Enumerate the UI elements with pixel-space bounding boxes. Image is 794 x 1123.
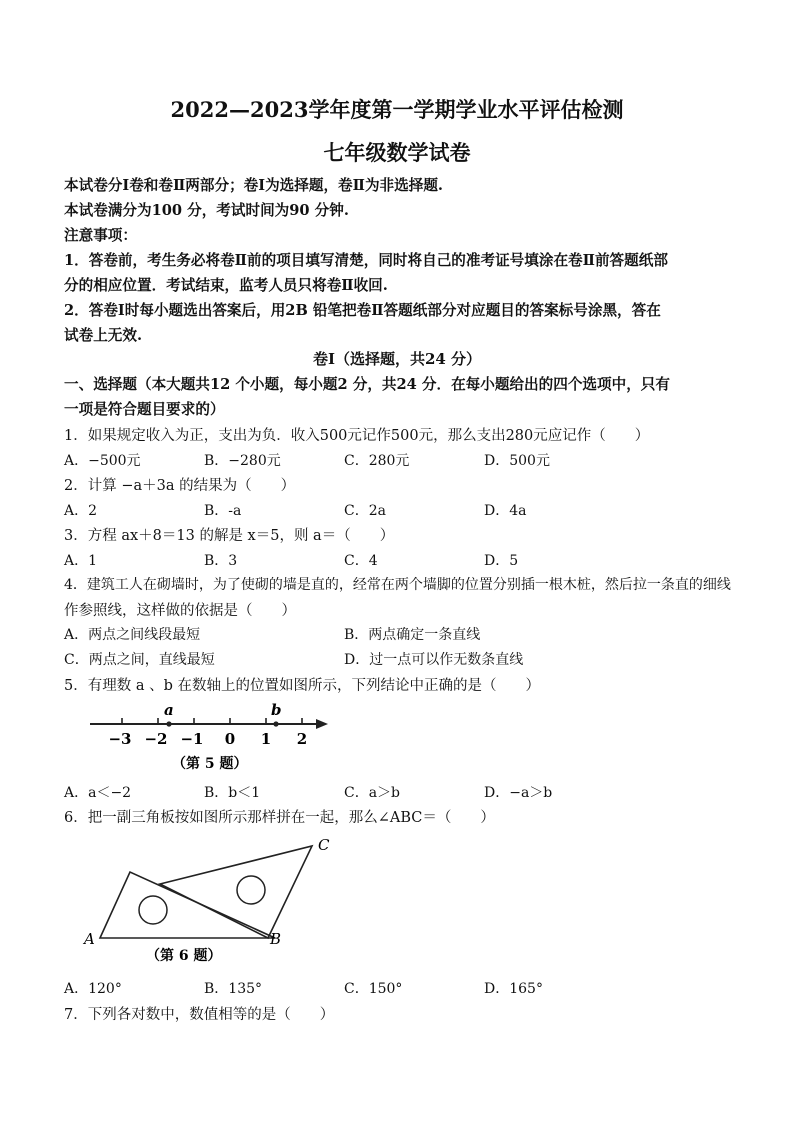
triangle-right bbox=[160, 846, 312, 938]
tick-label-2: 2 bbox=[296, 730, 308, 748]
q3-option-d: D．5 bbox=[484, 553, 519, 569]
question-5-stem: 5．有理数 a 、b 在数轴上的位置如图所示，下列结论中正确的是（ ） bbox=[64, 678, 540, 694]
q5-option-b: B．b＜1 bbox=[204, 785, 261, 801]
q6-option-c: C．150° bbox=[344, 981, 403, 997]
notes-heading: 注意事项： bbox=[64, 227, 137, 244]
q1-option-d: D．500元 bbox=[484, 453, 550, 469]
question-6-stem: 6．把一副三角板按如图所示那样拼在一起，那么∠ABC＝（ ） bbox=[64, 810, 495, 826]
q2-option-b: B．-a bbox=[204, 503, 242, 519]
note-item-2a: 2．答卷Ⅰ时每小题选出答案后，用2B 铅笔把卷Ⅱ答题纸部分对应题目的答案标号涂黑，答在 bbox=[64, 302, 661, 319]
point-a-label: a bbox=[164, 701, 174, 719]
question-2-stem: 2．计算 −a＋3a 的结果为（ ） bbox=[64, 478, 296, 494]
q3-option-c: C．4 bbox=[344, 553, 378, 569]
question-7-stem: 7．下列各对数中，数值相等的是（ ） bbox=[64, 1007, 335, 1023]
point-b-label: b bbox=[271, 701, 282, 719]
tick-label-neg2: −2 bbox=[144, 730, 168, 748]
q4-option-b: B．两点确定一条直线 bbox=[344, 627, 481, 643]
q6-option-b: B．135° bbox=[204, 981, 263, 997]
note-item-1b: 分的相应位置．考试结束，监考人员只将卷Ⅱ收回. bbox=[64, 277, 388, 294]
q5-option-c: C．a＞b bbox=[344, 785, 401, 801]
exam-subtitle: 七年级数学试卷 bbox=[323, 140, 471, 165]
point-b-dot bbox=[273, 721, 278, 726]
question-3-stem: 3．方程 ax＋8＝13 的解是 x＝5，则 a＝（ ） bbox=[64, 528, 395, 544]
q2-option-c: C．2a bbox=[344, 503, 386, 519]
question-4-stem-b: 作参照线，这样做的依据是（ ） bbox=[64, 603, 296, 619]
tick-label-neg1: −1 bbox=[180, 730, 204, 748]
q4-option-a: A．两点之间线段最短 bbox=[64, 627, 201, 643]
vertex-a-label: A bbox=[84, 930, 95, 948]
q5-option-d: D．−a＞b bbox=[484, 785, 553, 801]
section-instruction-b: 一项是符合题目要求的） bbox=[64, 401, 225, 418]
section-title: 卷Ⅰ（选择题，共24 分） bbox=[312, 350, 482, 368]
q6-option-d: D．165° bbox=[484, 981, 543, 997]
q6-option-a: A．120° bbox=[64, 981, 122, 997]
triangle-left-hole bbox=[139, 896, 167, 924]
note-line-2: 本试卷满分为100 分，考试时间为90 分钟. bbox=[64, 202, 349, 219]
figure-6-caption: （第 6 题） bbox=[146, 948, 222, 964]
q5-option-a: A．a＜−2 bbox=[64, 785, 132, 801]
q1-option-c: C．280元 bbox=[344, 453, 410, 469]
question-1-stem: 1．如果规定收入为正，支出为负．收入500元记作500元，那么支出280元应记作（ ） bbox=[64, 428, 650, 444]
tick-label-0: 0 bbox=[224, 730, 236, 748]
note-item-1a: 1．答卷前，考生务必将卷Ⅱ前的项目填写清楚，同时将自己的准考证号填涂在卷Ⅱ前答题纸部 bbox=[64, 252, 668, 269]
vertex-b-label: B bbox=[270, 930, 282, 948]
figure-5-caption: （第 5 题） bbox=[172, 756, 248, 772]
triangle-right-hole bbox=[237, 876, 265, 904]
q4-option-d: D．过一点可以作无数条直线 bbox=[344, 652, 524, 668]
number-line-arrow bbox=[316, 719, 328, 729]
note-item-2b: 试卷上无效. bbox=[64, 327, 143, 344]
q2-option-a: A．2 bbox=[64, 503, 98, 519]
triangles-figure bbox=[80, 832, 350, 972]
q1-option-b: B．−280元 bbox=[204, 453, 281, 469]
q4-option-c: C．两点之间，直线最短 bbox=[64, 652, 215, 668]
q3-option-a: A．1 bbox=[64, 553, 98, 569]
point-a-dot bbox=[166, 721, 171, 726]
exam-title: 2022—2023学年度第一学期学业水平评估检测 bbox=[170, 97, 624, 122]
question-4-stem-a: 4．建筑工人在砌墙时，为了使砌的墙是直的，经常在两个墙脚的位置分别插一根木桩，然后拉一条直的细线 bbox=[64, 577, 731, 593]
q1-option-a: A．−500元 bbox=[64, 453, 141, 469]
number-line-figure bbox=[84, 700, 344, 780]
tick-label-neg3: −3 bbox=[108, 730, 132, 748]
note-line-1: 本试卷分Ⅰ卷和卷Ⅱ两部分；卷Ⅰ为选择题，卷Ⅱ为非选择题. bbox=[64, 177, 443, 194]
section-instruction-a: 一、选择题（本大题共12 个小题，每小题2 分，共24 分．在每小题给出的四个选项中，只有 bbox=[64, 376, 670, 393]
tick-label-1: 1 bbox=[260, 730, 272, 748]
vertex-c-label: C bbox=[318, 836, 330, 854]
q2-option-d: D．4a bbox=[484, 503, 527, 519]
q3-option-b: B．3 bbox=[204, 553, 238, 569]
